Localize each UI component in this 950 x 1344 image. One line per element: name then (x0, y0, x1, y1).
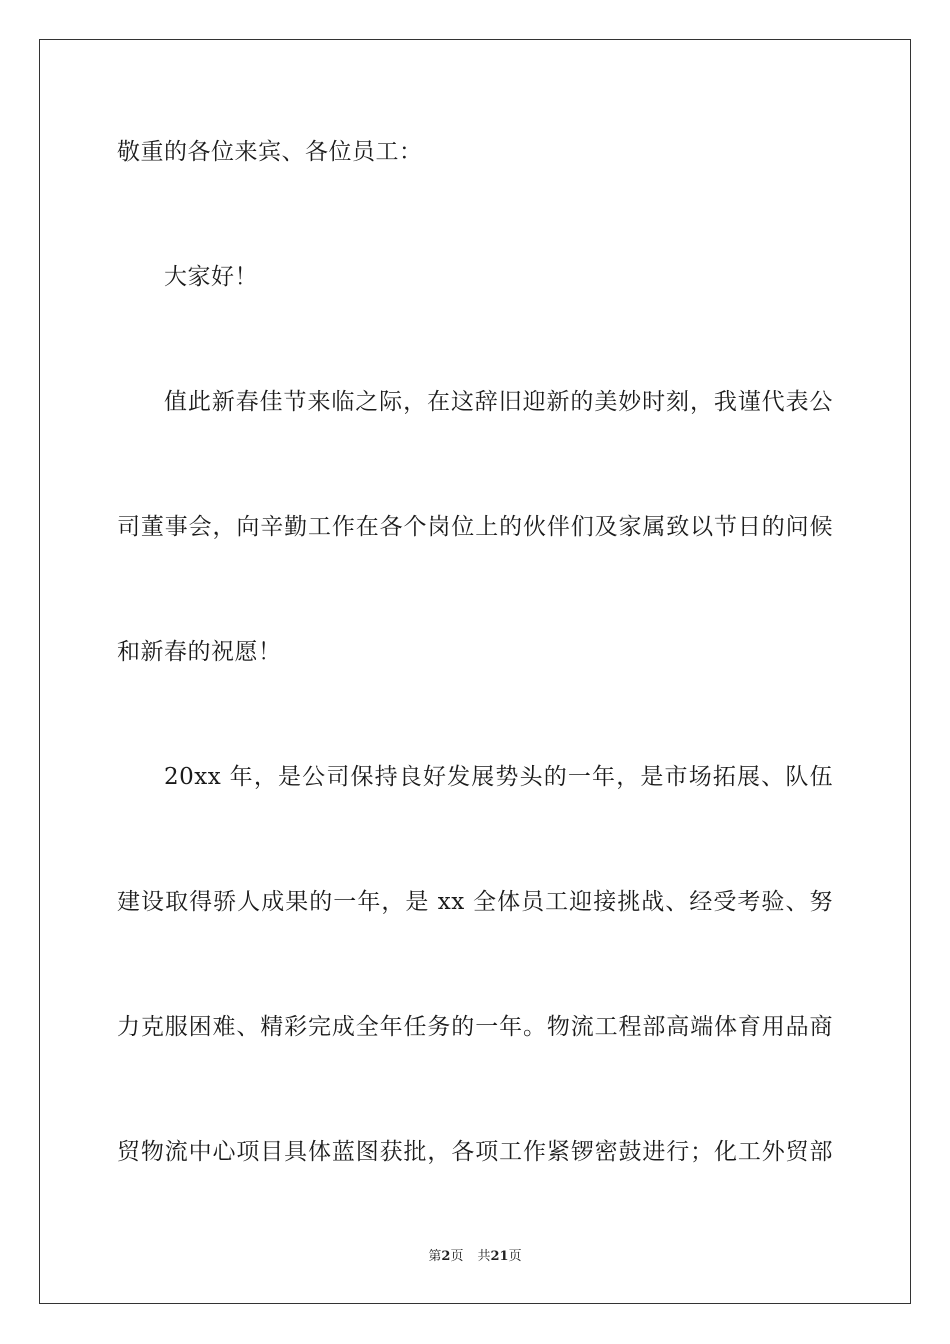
footer-total-suffix: 页 (508, 1249, 522, 1264)
footer-prefix: 第 (428, 1249, 442, 1264)
body-line: 20xx 年，是公司保持良好发展势头的一年，是市场拓展、队伍 (164, 764, 833, 790)
body-line: 建设取得骄人成果的一年，是 xx 全体员工迎接挑战、经受考验、努 (117, 889, 833, 915)
body-line: 贸物流中心项目具体蓝图获批，各项工作紧锣密鼓进行；化工外贸部 (117, 1139, 833, 1165)
body-line: 和新春的祝愿！ (117, 639, 282, 665)
current-page-number: 2 (441, 1249, 451, 1264)
body-line: 值此新春佳节来临之际，在这辞旧迎新的美妙时刻，我谨代表公 (164, 389, 833, 415)
footer-total-prefix: 共 (477, 1249, 491, 1264)
body-line: 力克服困难、精彩完成全年任务的一年。物流工程部高端体育用品商 (117, 1014, 833, 1040)
greeting-line: 大家好！ (164, 264, 258, 290)
page-footer (0, 1248, 950, 1266)
footer-page-suffix: 页 (450, 1249, 464, 1264)
salutation-line: 敬重的各位来宾、各位员工： (117, 139, 423, 165)
page-frame (39, 39, 911, 1304)
body-line: 司董事会，向辛勤工作在各个岗位上的伙伴们及家属致以节日的问候 (117, 514, 833, 540)
total-pages-number: 21 (490, 1249, 509, 1264)
